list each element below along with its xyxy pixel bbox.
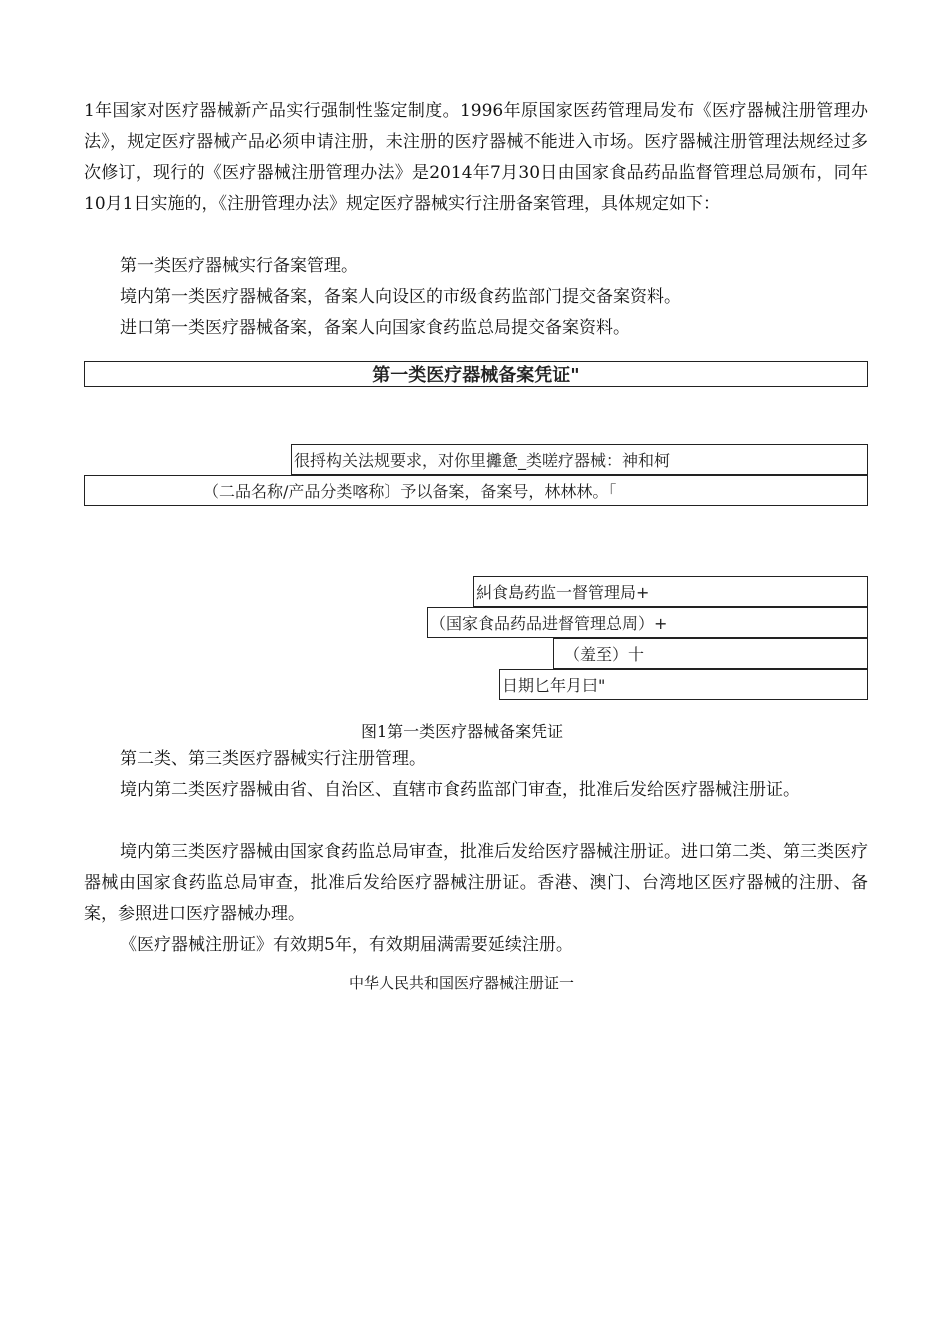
- certificate-row-1: 很捋构关法规要求，对你里攡惫_类嗟疗器械：神和柯: [291, 444, 868, 475]
- certificate-issuer-2: （国家食品药品进督管理总周）+: [427, 607, 868, 638]
- figure-caption: 图1第一类医疗器械备案凭证: [361, 722, 564, 741]
- rules-line-4: 《医疗器械注册证》有效期5年，有效期届满需要延续注册。: [120, 935, 573, 955]
- intro-line-1: 第一类医疗器械实行备案管理。: [120, 256, 358, 276]
- certificate-issuer-1: 糾食島药监一督管理局+: [473, 576, 868, 607]
- intro-paragraph: 1年国家对医疗器械新产品实行强制性鉴定制度。1996年原国家医药管理局发布《医疗器械注册管理办法》，规定医疗器械产品必须申请注册，未注册的医疗器械不能进入市场。医疗器械注册管理法规经过多次修订，现行的《医疗器械注册管理办法》是2014年7月30日由国家食品药品监督管理总局颁布，同年10月1日实施的，《注册管理办法》规定医疗器械实行注册备案管理，具体规定如下：: [84, 101, 868, 214]
- certificate-seal: （羞至）十: [553, 638, 868, 669]
- certificate-date: 日期匕年月曰": [499, 669, 868, 700]
- certificate-title: 第一类医疗器械备案凭证": [84, 361, 868, 387]
- intro-line-2: 境内第一类医疗器械备案，备案人向设区的市级食药监部门提交备案资料。: [120, 287, 681, 307]
- intro-line-3: 进口第一类医疗器械备案，备案人向国家食药监总局提交备案资料。: [120, 318, 630, 338]
- rules-paragraph-2: 境内第二类医疗器械由省、自治区、直辖市食药监部门审查，批准后发给医疗器械注册证。: [120, 780, 800, 800]
- rules-line-1: 第二类、第三类医疗器械实行注册管理。: [120, 749, 426, 769]
- rules-paragraph-3: 境内第三类医疗器械由国家食药监总局审查，批准后发给医疗器械注册证。进口第二类、第三类医疗器械由国家食药监总局审查，批准后发给医疗器械注册证。香港、澳门、台湾地区医疗器械的注册、备案，参照进口医疗器械办理。: [84, 842, 868, 924]
- footer-title: 中华人民共和国医疗器械注册证一: [349, 974, 575, 992]
- certificate-row-2: （二品名称/产品分类喀称〕予以备案，备案号，林林林。「: [84, 475, 868, 506]
